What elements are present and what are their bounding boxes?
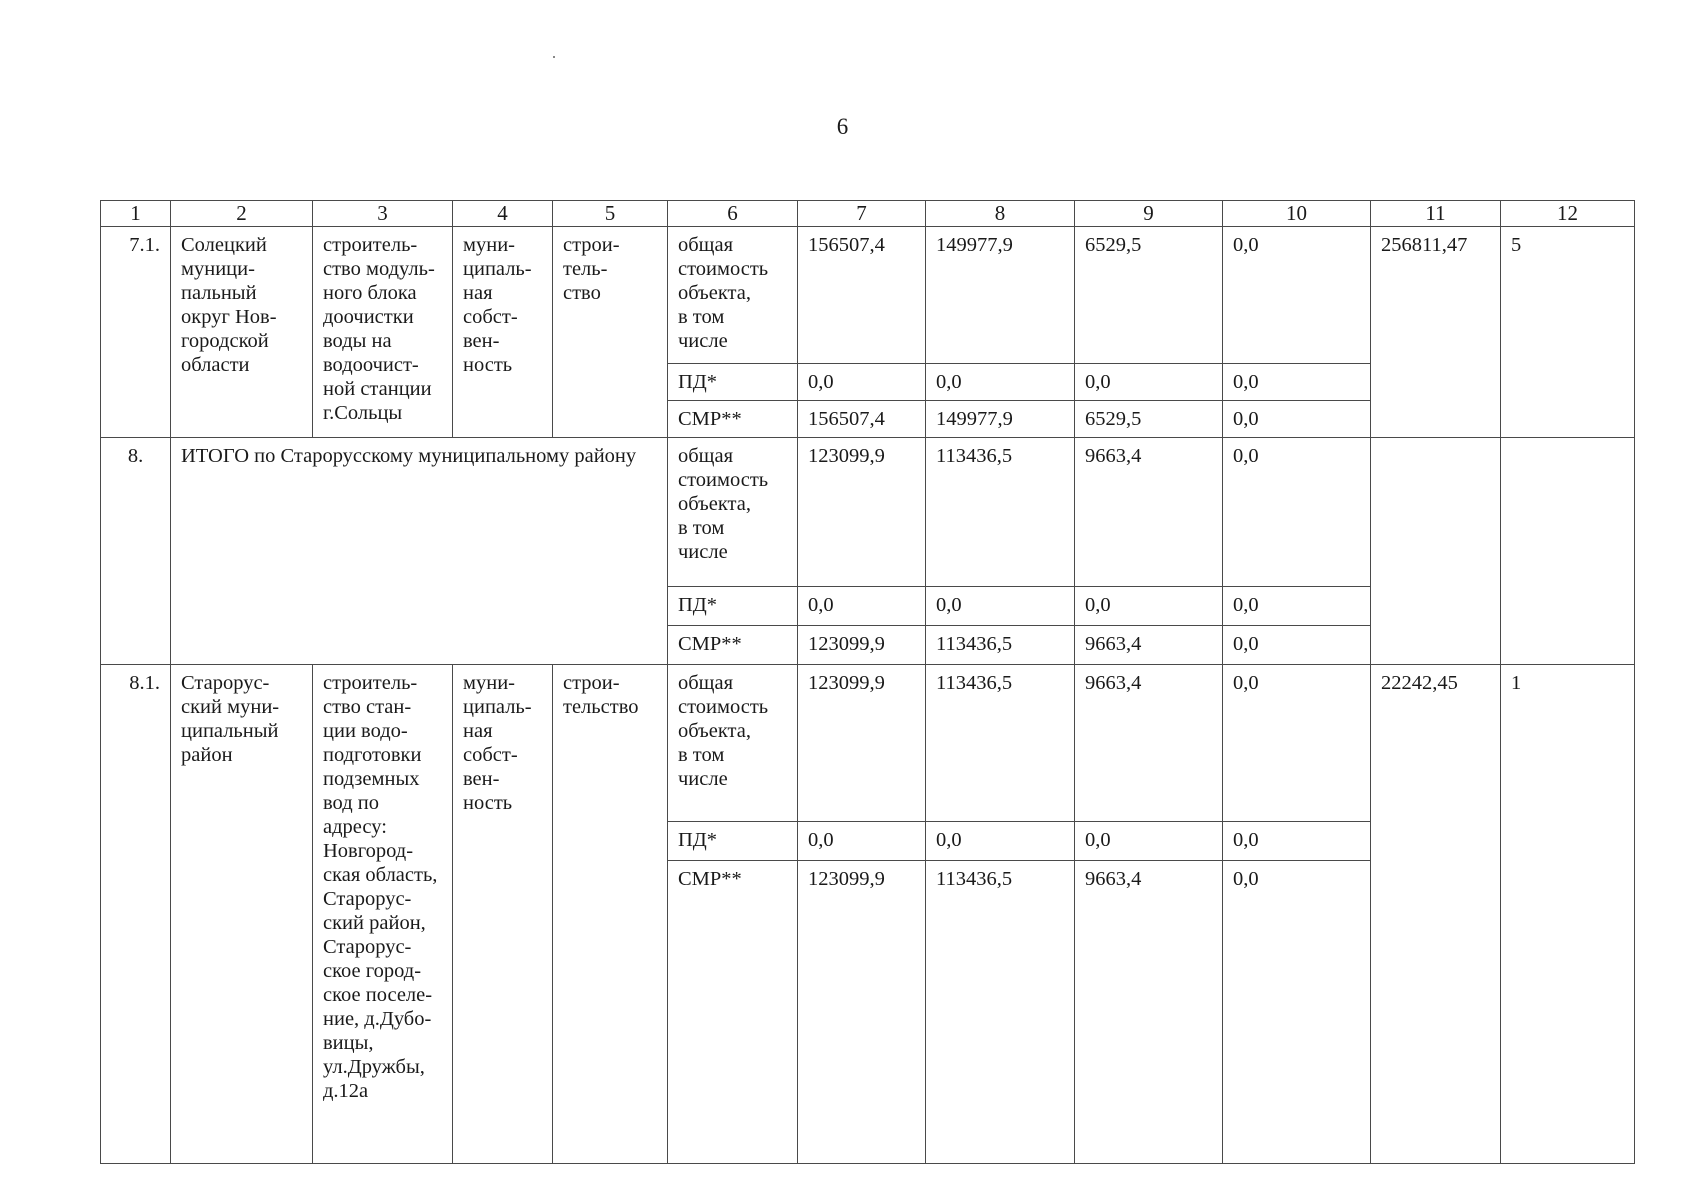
pd-label: ПД* — [668, 587, 798, 626]
cost-value: 0,0 — [798, 822, 926, 861]
cost-value: 123099,9 — [798, 861, 926, 1164]
table-row — [101, 665, 1635, 822]
cost-label: общая стоимость объекта, в том числе — [668, 665, 798, 822]
cost-value: 0,0 — [1223, 438, 1371, 587]
table-row — [101, 227, 1635, 364]
pd-label: ПД* — [668, 364, 798, 401]
header-cell: 9 — [1075, 201, 1223, 227]
header-cell: 1 — [101, 201, 171, 227]
row-number: 8.1. — [101, 665, 171, 1164]
cost-value: 9663,4 — [1075, 626, 1223, 665]
header-cell: 5 — [553, 201, 668, 227]
table-row — [101, 438, 1635, 587]
header-cell: 2 — [171, 201, 313, 227]
col11-value: 256811,47 — [1371, 227, 1501, 438]
cost-value: 9663,4 — [1075, 665, 1223, 822]
header-cell: 10 — [1223, 201, 1371, 227]
cost-value: 0,0 — [1223, 665, 1371, 822]
header-cell: 4 — [453, 201, 553, 227]
cost-value: 156507,4 — [798, 401, 926, 438]
cost-value: 0,0 — [1075, 822, 1223, 861]
cost-value: 0,0 — [926, 364, 1075, 401]
cost-value: 113436,5 — [926, 438, 1075, 587]
object-name: Солецкий муници- пальный округ Нов- городской области — [171, 227, 313, 438]
header-cell: 11 — [1371, 201, 1501, 227]
work-type: строи- тельство — [553, 665, 668, 1164]
col12-value: 5 — [1501, 227, 1635, 438]
funding-table — [100, 200, 1635, 1164]
header-cell: 8 — [926, 201, 1075, 227]
cost-value: 0,0 — [1223, 227, 1371, 364]
work-description: строитель- ство модуль- ного блока доочистки воды на водоочист- ной станции г.Сольцы — [313, 227, 453, 438]
cost-value: 0,0 — [798, 364, 926, 401]
cost-value: 113436,5 — [926, 665, 1075, 822]
col12-value: 1 — [1501, 665, 1635, 1164]
header-cell: 6 — [668, 201, 798, 227]
cost-value: 6529,5 — [1075, 227, 1223, 364]
scan-artifact — [553, 56, 555, 58]
header-cell: 7 — [798, 201, 926, 227]
cost-value: 0,0 — [1223, 861, 1371, 1164]
smr-label: СМР** — [668, 861, 798, 1164]
cost-value: 149977,9 — [926, 401, 1075, 438]
cost-value: 0,0 — [1223, 364, 1371, 401]
cost-value: 0,0 — [1223, 626, 1371, 665]
cost-value: 0,0 — [1223, 401, 1371, 438]
work-type: строи- тель- ство — [553, 227, 668, 438]
cost-value: 156507,4 — [798, 227, 926, 364]
header-row — [101, 201, 1635, 227]
cost-value: 0,0 — [1223, 587, 1371, 626]
cost-value: 6529,5 — [1075, 401, 1223, 438]
cost-value: 123099,9 — [798, 438, 926, 587]
cost-value: 9663,4 — [1075, 438, 1223, 587]
total-title: ИТОГО по Старорусскому муниципальному району — [171, 438, 668, 665]
page-number: 6 — [836, 114, 849, 139]
cost-value: 0,0 — [1075, 587, 1223, 626]
pd-label: ПД* — [668, 822, 798, 861]
cost-label: общая стоимость объекта, в том числе — [668, 227, 798, 364]
object-name: Старорус- ский муни- ципальный район — [171, 665, 313, 1164]
row-number: 8. — [101, 438, 171, 665]
header-cell: 12 — [1501, 201, 1635, 227]
row-number: 7.1. — [101, 227, 171, 438]
smr-label: СМР** — [668, 626, 798, 665]
ownership: муни- ципаль- ная собст- вен- ность — [453, 227, 553, 438]
cost-value: 0,0 — [926, 822, 1075, 861]
cost-value: 123099,9 — [798, 665, 926, 822]
header-cell: 3 — [313, 201, 453, 227]
cost-value: 0,0 — [1223, 822, 1371, 861]
ownership: муни- ципаль- ная собст- вен- ность — [453, 665, 553, 1164]
cost-value: 149977,9 — [926, 227, 1075, 364]
cost-value: 113436,5 — [926, 861, 1075, 1164]
cost-value: 113436,5 — [926, 626, 1075, 665]
cost-value: 9663,4 — [1075, 861, 1223, 1164]
cost-value: 0,0 — [1075, 364, 1223, 401]
smr-label: СМР** — [668, 401, 798, 438]
col12-value — [1501, 438, 1635, 665]
cost-value: 123099,9 — [798, 626, 926, 665]
cost-value: 0,0 — [798, 587, 926, 626]
work-description: строитель- ство стан- ции водо- подготовки подземных вод по адресу: Новгород- ская область, Старорус- ский район, Старорус- ское город- ское поселе- ние, д.Дубо- вицы, ул.Дружбы, д.12а — [313, 665, 453, 1164]
cost-label: общая стоимость объекта, в том числе — [668, 438, 798, 587]
cost-value: 0,0 — [926, 587, 1075, 626]
col11-value — [1371, 438, 1501, 665]
col11-value: 22242,45 — [1371, 665, 1501, 1164]
